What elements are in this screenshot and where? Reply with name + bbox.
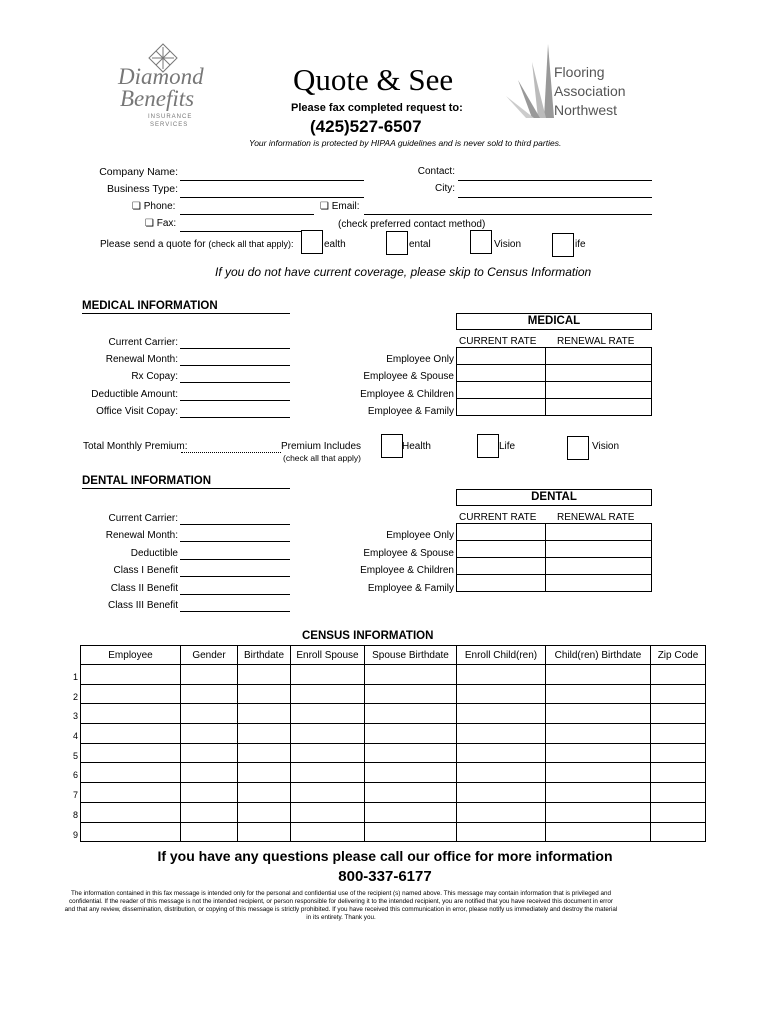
fax-option[interactable] bbox=[145, 218, 176, 229]
table-row bbox=[81, 665, 706, 685]
page-title: Quote & See bbox=[293, 62, 454, 97]
med-renewal-field[interactable] bbox=[180, 365, 290, 366]
class3-label: Class III Benefit bbox=[107, 600, 178, 611]
quote-vision-label: Vision bbox=[494, 239, 522, 250]
table-cell[interactable] bbox=[457, 575, 546, 592]
table-cell[interactable] bbox=[457, 382, 546, 399]
den-row-label: Employee Only bbox=[386, 530, 454, 541]
email-option[interactable] bbox=[320, 201, 360, 212]
census-col-header: Birthdate bbox=[238, 646, 291, 665]
med-row-label: Employee & Spouse bbox=[363, 371, 454, 382]
table-cell[interactable] bbox=[365, 704, 457, 724]
table-cell[interactable] bbox=[457, 348, 546, 365]
dental-rate-table-header bbox=[456, 489, 652, 506]
table-cell[interactable] bbox=[181, 763, 238, 783]
table-row bbox=[81, 743, 706, 763]
table-row bbox=[81, 684, 706, 704]
med-carrier-label: Current Carrier: bbox=[108, 337, 178, 348]
row-number: 2 bbox=[72, 691, 78, 702]
table-cell[interactable] bbox=[81, 822, 181, 842]
table-cell[interactable] bbox=[291, 743, 365, 763]
table-cell[interactable] bbox=[457, 822, 546, 842]
quote-dental-label: ental bbox=[409, 239, 431, 250]
email-label: Email: bbox=[331, 201, 360, 212]
table-row bbox=[81, 763, 706, 783]
table-row bbox=[457, 348, 652, 365]
table-cell[interactable] bbox=[181, 743, 238, 763]
medical-table-title: MEDICAL bbox=[527, 315, 581, 327]
den-deductible-field[interactable] bbox=[180, 559, 290, 560]
den-col-current: CURRENT RATE bbox=[459, 512, 537, 523]
table-cell[interactable] bbox=[457, 763, 546, 783]
quote-for-text: Please send a quote for bbox=[100, 239, 206, 250]
office-phone: 800-337-6177 bbox=[338, 868, 432, 885]
dental-rate-table bbox=[456, 523, 652, 592]
table-cell[interactable] bbox=[291, 684, 365, 704]
den-renewal-field[interactable] bbox=[180, 541, 290, 542]
census-col-header: Child(ren) Birthdate bbox=[546, 646, 651, 665]
table-cell[interactable] bbox=[546, 382, 652, 399]
fax-instruction: Please fax completed request to: bbox=[291, 102, 463, 114]
business-type-field[interactable] bbox=[180, 197, 364, 198]
rx-copay-label: Rx Copay: bbox=[131, 371, 178, 382]
class1-field[interactable] bbox=[180, 576, 290, 577]
fax-field[interactable] bbox=[180, 231, 314, 232]
table-cell[interactable] bbox=[546, 743, 651, 763]
phone-option[interactable] bbox=[132, 201, 175, 212]
includes-health-label: Health bbox=[402, 441, 431, 452]
table-cell[interactable] bbox=[181, 724, 238, 744]
table-cell[interactable] bbox=[81, 802, 181, 822]
table-cell[interactable] bbox=[365, 822, 457, 842]
city-field[interactable] bbox=[458, 197, 652, 198]
table-cell[interactable] bbox=[238, 822, 291, 842]
table-cell[interactable] bbox=[81, 724, 181, 744]
table-cell[interactable] bbox=[291, 724, 365, 744]
medical-section-title: MEDICAL INFORMATION bbox=[82, 300, 290, 314]
premium-check-all: (check all that apply) bbox=[283, 453, 361, 463]
includes-life-label: Life bbox=[499, 441, 516, 452]
row-number: 4 bbox=[72, 731, 78, 742]
table-cell[interactable] bbox=[291, 704, 365, 724]
table-cell[interactable] bbox=[651, 704, 706, 724]
table-cell[interactable] bbox=[546, 365, 652, 382]
total-premium-label: Total Monthly Premium: bbox=[83, 441, 188, 452]
logo-left-line4: SERVICES bbox=[150, 122, 189, 128]
table-cell[interactable] bbox=[546, 348, 652, 365]
table-cell[interactable] bbox=[181, 704, 238, 724]
table-cell[interactable] bbox=[81, 763, 181, 783]
dental-section-title: DENTAL INFORMATION bbox=[82, 475, 290, 489]
table-cell[interactable] bbox=[546, 724, 651, 744]
table-cell[interactable] bbox=[238, 783, 291, 803]
logo-right-line3: Northwest bbox=[554, 102, 618, 118]
table-cell[interactable] bbox=[546, 704, 651, 724]
table-cell[interactable] bbox=[546, 822, 651, 842]
table-cell[interactable] bbox=[238, 704, 291, 724]
census-col-header: Zip Code bbox=[651, 646, 706, 665]
logo-right-line2: Association bbox=[554, 83, 626, 99]
row-number: 6 bbox=[72, 770, 78, 781]
quote-dental-checkbox[interactable] bbox=[386, 231, 408, 255]
table-cell[interactable] bbox=[546, 783, 651, 803]
table-row bbox=[81, 724, 706, 744]
medical-rate-table bbox=[456, 347, 652, 416]
table-cell[interactable] bbox=[651, 763, 706, 783]
row-number: 1 bbox=[72, 672, 78, 682]
den-deductible-label: Deductible bbox=[130, 548, 178, 559]
checkbox-icon: ❏ bbox=[145, 218, 154, 229]
class2-field[interactable] bbox=[180, 594, 290, 595]
row-number: 7 bbox=[72, 790, 78, 801]
table-cell[interactable] bbox=[457, 802, 546, 822]
logo-left-line3: INSURANCE bbox=[148, 114, 193, 120]
table-cell[interactable] bbox=[181, 684, 238, 704]
quote-health-label: ealth bbox=[324, 239, 346, 250]
den-row-label: Employee & Spouse bbox=[363, 548, 454, 559]
premium-includes-label: Premium Includes bbox=[281, 441, 362, 452]
quote-health-checkbox[interactable] bbox=[301, 230, 323, 254]
table-row bbox=[457, 575, 652, 592]
table-cell[interactable] bbox=[651, 684, 706, 704]
table-row bbox=[457, 524, 652, 541]
table-cell[interactable] bbox=[81, 704, 181, 724]
checkbox-icon: ❏ bbox=[132, 201, 141, 212]
phone-field[interactable] bbox=[180, 214, 314, 215]
den-row-label: Employee & Children bbox=[360, 565, 454, 576]
table-cell[interactable] bbox=[457, 365, 546, 382]
den-renewal-label: Renewal Month: bbox=[105, 530, 178, 541]
table-cell[interactable] bbox=[181, 822, 238, 842]
table-cell[interactable] bbox=[546, 399, 652, 416]
business-type-label: Business Type: bbox=[106, 183, 178, 195]
table-cell[interactable] bbox=[457, 743, 546, 763]
census-col-header: Spouse Birthdate bbox=[365, 646, 457, 665]
contact-label: Contact: bbox=[417, 166, 455, 177]
table-cell[interactable] bbox=[651, 802, 706, 822]
table-cell[interactable] bbox=[651, 724, 706, 744]
table-cell[interactable] bbox=[546, 763, 651, 783]
census-table bbox=[80, 645, 706, 842]
census-col-header: Enroll Child(ren) bbox=[457, 646, 546, 665]
table-cell[interactable] bbox=[365, 743, 457, 763]
census-col-header: Employee bbox=[81, 646, 181, 665]
table-cell[interactable] bbox=[81, 665, 181, 685]
quote-vision-checkbox[interactable] bbox=[470, 230, 492, 254]
contact-field[interactable] bbox=[458, 180, 652, 181]
medical-rate-table-header bbox=[456, 313, 652, 330]
company-name-field[interactable] bbox=[180, 180, 364, 181]
quote-life-label: ife bbox=[575, 239, 586, 250]
table-cell[interactable] bbox=[457, 665, 546, 685]
quote-for-note: (check all that apply): bbox=[208, 239, 294, 249]
table-cell[interactable] bbox=[181, 802, 238, 822]
table-cell[interactable] bbox=[546, 558, 652, 575]
table-cell[interactable] bbox=[81, 783, 181, 803]
census-row-numbers bbox=[60, 665, 78, 842]
table-cell[interactable] bbox=[457, 724, 546, 744]
med-col-renewal: RENEWAL RATE bbox=[557, 336, 635, 347]
table-cell[interactable] bbox=[81, 684, 181, 704]
table-cell[interactable] bbox=[651, 822, 706, 842]
census-title: CENSUS INFORMATION bbox=[302, 630, 434, 642]
class3-field[interactable] bbox=[180, 611, 290, 612]
checkbox-icon: ❏ bbox=[320, 201, 329, 212]
table-row bbox=[457, 399, 652, 416]
rx-copay-field[interactable] bbox=[180, 382, 290, 383]
table-cell[interactable] bbox=[181, 665, 238, 685]
table-cell[interactable] bbox=[238, 665, 291, 685]
table-row bbox=[457, 365, 652, 382]
table-cell[interactable] bbox=[365, 724, 457, 744]
quote-life-checkbox[interactable] bbox=[552, 233, 574, 257]
table-cell[interactable] bbox=[457, 524, 546, 541]
med-carrier-field[interactable] bbox=[180, 348, 290, 349]
table-cell[interactable] bbox=[365, 665, 457, 685]
logo-left-line2: Benefits bbox=[120, 86, 195, 111]
den-row-label: Employee & Family bbox=[367, 583, 454, 594]
table-cell[interactable] bbox=[291, 822, 365, 842]
confidentiality-disclaimer: The information contained in this fax message is intended only for the personal and confidential use of the recipient (s) named above. This message may contain information that is privileged and confidential. If the reader of this message is not the intended recipient, or person responsible for delivering it to the intended recipient, you are notified that you have received this document in error and that any review, dissemination, distribution, or copying of this message is strictly prohibited. If you have received this communication in error, please notify us immediately and destroy the material in its entirety. Thank you. bbox=[64, 890, 618, 921]
table-cell[interactable] bbox=[291, 665, 365, 685]
table-row bbox=[457, 558, 652, 575]
table-row bbox=[81, 822, 706, 842]
med-renewal-label: Renewal Month: bbox=[105, 354, 178, 365]
table-cell[interactable] bbox=[546, 541, 652, 558]
table-cell[interactable] bbox=[291, 763, 365, 783]
table-cell[interactable] bbox=[457, 783, 546, 803]
den-carrier-field[interactable] bbox=[180, 524, 290, 525]
den-carrier-label: Current Carrier: bbox=[108, 513, 178, 524]
table-cell[interactable] bbox=[457, 558, 546, 575]
city-label: City: bbox=[435, 183, 455, 194]
includes-vision-checkbox[interactable] bbox=[567, 436, 589, 460]
table-cell[interactable] bbox=[238, 724, 291, 744]
includes-life-checkbox[interactable] bbox=[477, 434, 499, 458]
med-row-label: Employee & Family bbox=[367, 406, 454, 417]
table-cell[interactable] bbox=[546, 575, 652, 592]
diamond-benefits-logo bbox=[108, 42, 218, 134]
includes-vision-label: Vision bbox=[592, 441, 620, 452]
row-number: 9 bbox=[72, 829, 78, 840]
table-cell[interactable] bbox=[238, 763, 291, 783]
logo-left-line1: Diamond bbox=[118, 64, 204, 89]
med-col-current: CURRENT RATE bbox=[459, 336, 537, 347]
table-cell[interactable] bbox=[291, 802, 365, 822]
med-row-label: Employee Only bbox=[386, 354, 454, 365]
table-cell[interactable] bbox=[651, 665, 706, 685]
office-visit-label: Office Visit Copay: bbox=[96, 406, 178, 417]
dental-table-title: DENTAL bbox=[531, 491, 577, 503]
fax-label: Fax: bbox=[156, 218, 177, 229]
table-row bbox=[81, 704, 706, 724]
census-header-row bbox=[81, 646, 706, 665]
med-deductible-label: Deductible Amount: bbox=[91, 389, 178, 400]
table-cell[interactable] bbox=[365, 802, 457, 822]
med-deductible-field[interactable] bbox=[180, 400, 290, 401]
logo-right-line1: Flooring bbox=[554, 64, 605, 80]
table-cell[interactable] bbox=[546, 684, 651, 704]
table-cell[interactable] bbox=[238, 743, 291, 763]
table-cell[interactable] bbox=[457, 704, 546, 724]
fax-number: (425)527-6507 bbox=[310, 117, 422, 136]
table-cell[interactable] bbox=[651, 783, 706, 803]
class2-label: Class II Benefit bbox=[110, 583, 178, 594]
table-cell[interactable] bbox=[238, 802, 291, 822]
table-cell[interactable] bbox=[81, 743, 181, 763]
company-name-label: Company Name: bbox=[99, 166, 178, 178]
total-premium-field[interactable] bbox=[181, 452, 281, 453]
questions-note: If you have any questions please call our office for more information bbox=[157, 848, 613, 864]
table-cell[interactable] bbox=[238, 684, 291, 704]
table-cell[interactable] bbox=[365, 783, 457, 803]
table-row bbox=[457, 541, 652, 558]
table-cell[interactable] bbox=[291, 783, 365, 803]
med-row-label: Employee & Children bbox=[360, 389, 454, 400]
table-cell[interactable] bbox=[651, 743, 706, 763]
preferred-contact-note: (check preferred contact method) bbox=[338, 219, 486, 230]
table-cell[interactable] bbox=[365, 684, 457, 704]
table-cell[interactable] bbox=[457, 399, 546, 416]
table-cell[interactable] bbox=[546, 665, 651, 685]
table-row bbox=[81, 802, 706, 822]
den-col-renewal: RENEWAL RATE bbox=[557, 512, 635, 523]
table-cell[interactable] bbox=[365, 763, 457, 783]
quote-for-label bbox=[100, 239, 293, 250]
table-cell[interactable] bbox=[546, 524, 652, 541]
privacy-note: Your information is protected by HIPAA guidelines and is never sold to third parties. bbox=[249, 138, 562, 148]
table-cell[interactable] bbox=[181, 783, 238, 803]
table-cell[interactable] bbox=[457, 541, 546, 558]
row-number: 8 bbox=[72, 809, 78, 820]
class1-label: Class I Benefit bbox=[113, 565, 178, 576]
phone-label: Phone: bbox=[143, 201, 176, 212]
row-number: 5 bbox=[72, 750, 78, 761]
skip-note: If you do not have current coverage, please skip to Census Information bbox=[215, 265, 592, 279]
flooring-association-logo bbox=[504, 42, 634, 122]
census-col-header: Gender bbox=[181, 646, 238, 665]
email-field[interactable] bbox=[364, 214, 652, 215]
table-row bbox=[457, 382, 652, 399]
office-visit-field[interactable] bbox=[180, 417, 290, 418]
table-cell[interactable] bbox=[457, 684, 546, 704]
table-row bbox=[81, 783, 706, 803]
includes-health-checkbox[interactable] bbox=[381, 434, 403, 458]
table-cell[interactable] bbox=[546, 802, 651, 822]
census-col-header: Enroll Spouse bbox=[291, 646, 365, 665]
row-number: 3 bbox=[72, 711, 78, 722]
